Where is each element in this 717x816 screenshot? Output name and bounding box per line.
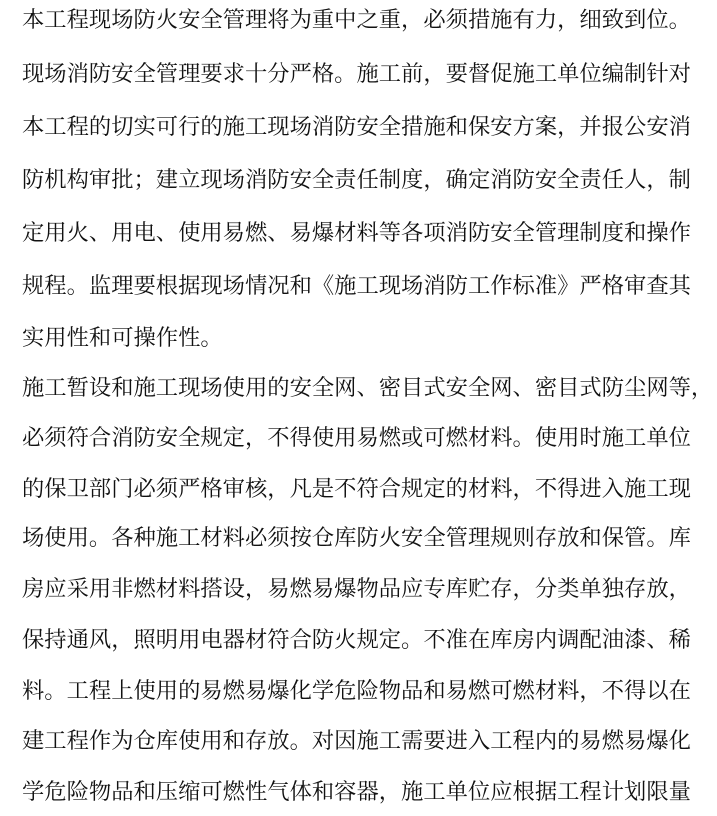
text-line: 料。工程上使用的易燃易爆化学危险物品和易燃可燃材料，不得以在: [22, 678, 691, 704]
text-line: 规程。监理要根据现场情况和《施工现场消防工作标准》严格审查其: [22, 273, 691, 299]
text-line: 本工程现场防火安全管理将为重中之重，必须措施有力，细致到位。: [22, 7, 691, 33]
text-line: 学危险物品和压缩可燃性气体和容器，施工单位应根据工程计划限量: [22, 779, 691, 805]
text-line: 防机构审批；建立现场消防安全责任制度，确定消防安全责任人，制: [22, 167, 691, 193]
text-line: 实用性和可操作性。: [22, 325, 223, 351]
text-line: 必须符合消防安全规定，不得使用易燃或可燃材料。使用时施工单位: [22, 425, 691, 451]
text-line: 保持通风，照明用电器材符合防火规定。不准在库房内调配油漆、稀: [22, 627, 691, 653]
text-line: 的保卫部门必须严格审核，凡是不符合规定的材料，不得进入施工现: [22, 476, 691, 502]
text-line: 现场消防安全管理要求十分严格。施工前，要督促施工单位编制针对: [22, 61, 691, 87]
text-line: 场使用。各种施工材料必须按仓库防火安全管理规则存放和保管。库: [22, 525, 691, 551]
text-line: 施工暂设和施工现场使用的安全网、密目式安全网、密目式防尘网等，: [22, 375, 714, 401]
text-line: 定用火、用电、使用易燃、易爆材料等各项消防安全管理制度和操作: [22, 220, 691, 246]
text-line: 本工程的切实可行的施工现场消防安全措施和保安方案，并报公安消: [22, 114, 691, 140]
text-line: 建工程作为仓库使用和存放。对因施工需要进入工程内的易燃易爆化: [22, 728, 691, 754]
document-page: [22, 0, 717, 816]
text-line: 房应采用非燃材料搭设，易燃易爆物品应专库贮存，分类单独存放，: [22, 576, 691, 602]
